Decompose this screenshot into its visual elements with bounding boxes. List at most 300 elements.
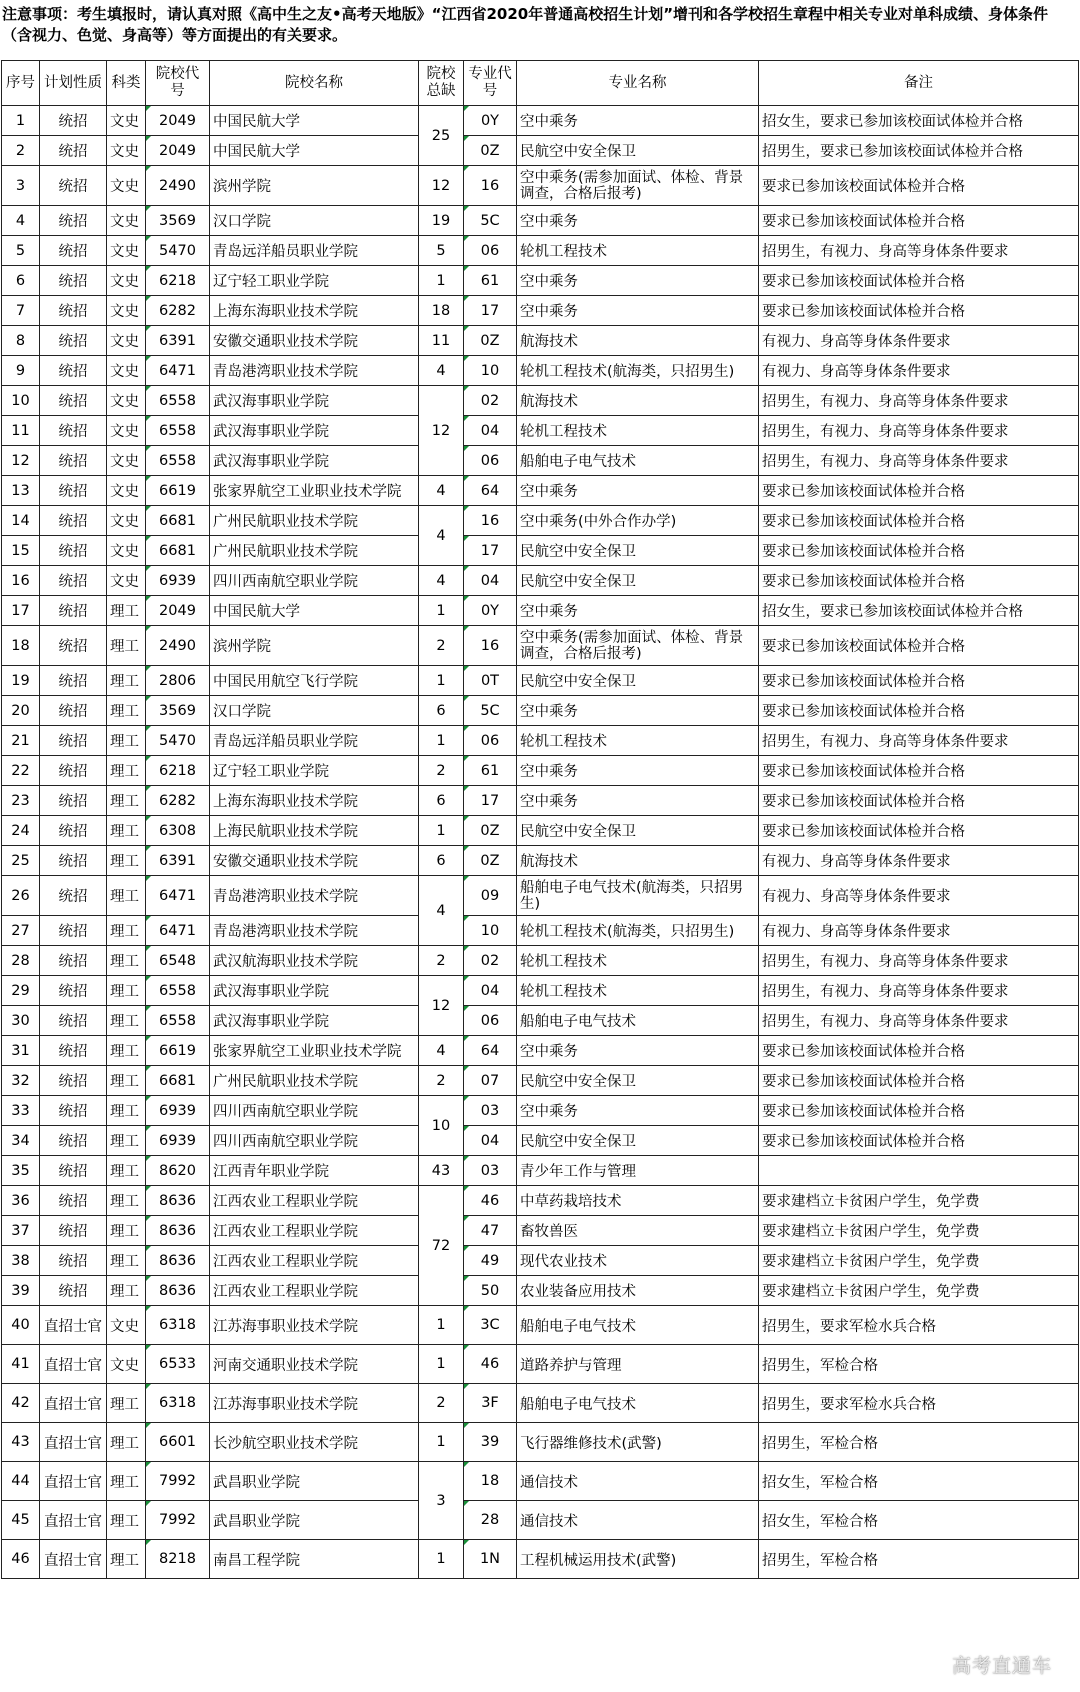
cell-school-total: 2 [419,946,464,976]
cell-school-code: 2806 [146,666,210,696]
table-row [2,1006,1079,1036]
cell-remark: 招男生，军检合格 [759,1423,1079,1462]
cell-major-name: 航海技术 [517,386,759,416]
cell-subject: 文史 [107,1306,146,1345]
cell-remark: 要求已参加该校面试体检并合格 [759,476,1079,506]
cell-subject: 文史 [107,356,146,386]
cell-school-total: 43 [419,1156,464,1186]
cell-school-code: 6939 [146,1096,210,1126]
cell-plan-type: 统招 [40,386,107,416]
cell-school-code: 6318 [146,1384,210,1423]
cell-major-code: 0Z [464,816,517,846]
table-row [2,326,1079,356]
cell-plan-type: 统招 [40,566,107,596]
cell-subject: 文史 [107,536,146,566]
cell-seq: 46 [2,1540,40,1579]
cell-subject: 文史 [107,206,146,236]
cell-subject: 理工 [107,1126,146,1156]
cell-remark: 招男生，要求军检水兵合格 [759,1384,1079,1423]
cell-remark: 招男生，军检合格 [759,1540,1079,1579]
cell-school-total: 11 [419,326,464,356]
cell-major-name: 空中乘务 [517,696,759,726]
cell-plan-type: 统招 [40,1246,107,1276]
cell-plan-type: 统招 [40,206,107,236]
table-row [2,1066,1079,1096]
cell-major-code: 3F [464,1384,517,1423]
cell-remark: 招男生，有视力、身高等身体条件要求 [759,976,1079,1006]
cell-plan-type: 直招士官 [40,1345,107,1384]
cell-major-code: 03 [464,1156,517,1186]
cell-school-name: 江西农业工程职业学院 [210,1246,419,1276]
table-row [2,1423,1079,1462]
cell-school-total: 1 [419,1345,464,1384]
cell-major-name: 船舶电子电气技术 [517,446,759,476]
cell-remark: 招男生，有视力、身高等身体条件要求 [759,1006,1079,1036]
cell-seq: 18 [2,626,40,666]
cell-major-name: 空中乘务 [517,206,759,236]
cell-major-name: 船舶电子电气技术 [517,1006,759,1036]
cell-remark: 招女生，军检合格 [759,1462,1079,1501]
header-seq: 序号 [2,61,40,106]
cell-subject: 文史 [107,446,146,476]
cell-plan-type: 统招 [40,326,107,356]
cell-major-name: 轮机工程技术 [517,416,759,446]
cell-seq: 23 [2,786,40,816]
cell-major-name: 航海技术 [517,326,759,356]
cell-remark: 有视力、身高等身体条件要求 [759,916,1079,946]
table-row [2,916,1079,946]
cell-plan-type: 统招 [40,1066,107,1096]
header-school-total: 院校总缺 [419,61,464,106]
cell-subject: 理工 [107,1276,146,1306]
cell-school-name: 安徽交通职业技术学院 [210,846,419,876]
table-row [2,1462,1079,1501]
cell-seq: 45 [2,1501,40,1540]
admission-plan-table [1,60,1079,1579]
cell-remark: 要求已参加该校面试体检并合格 [759,1036,1079,1066]
cell-school-code: 6558 [146,416,210,446]
table-row [2,666,1079,696]
table-row [2,536,1079,566]
cell-major-code: 04 [464,416,517,446]
cell-major-name: 轮机工程技术 [517,726,759,756]
cell-major-name: 通信技术 [517,1462,759,1501]
cell-seq: 1 [2,106,40,136]
cell-major-code: 17 [464,296,517,326]
cell-plan-type: 统招 [40,596,107,626]
cell-school-name: 武汉航海职业技术学院 [210,946,419,976]
cell-subject: 理工 [107,876,146,916]
cell-plan-type: 统招 [40,726,107,756]
cell-major-name: 飞行器维修技术(武警) [517,1423,759,1462]
cell-school-code: 6308 [146,816,210,846]
cell-remark: 有视力、身高等身体条件要求 [759,356,1079,386]
cell-major-name: 工程机械运用技术(武警) [517,1540,759,1579]
cell-subject: 理工 [107,916,146,946]
cell-remark: 要求已参加该校面试体检并合格 [759,506,1079,536]
cell-remark: 要求已参加该校面试体检并合格 [759,536,1079,566]
cell-subject: 理工 [107,596,146,626]
cell-school-name: 江西农业工程职业学院 [210,1276,419,1306]
cell-major-code: 61 [464,756,517,786]
table-row [2,476,1079,506]
cell-major-name: 现代农业技术 [517,1246,759,1276]
cell-school-name: 上海东海职业技术学院 [210,296,419,326]
cell-school-name: 辽宁轻工职业学院 [210,756,419,786]
cell-school-code: 6939 [146,1126,210,1156]
cell-school-code: 6471 [146,916,210,946]
cell-plan-type: 统招 [40,166,107,206]
cell-major-code: 06 [464,236,517,266]
cell-major-name: 民航空中安全保卫 [517,1126,759,1156]
cell-major-name: 农业装备应用技术 [517,1276,759,1306]
table-row [2,976,1079,1006]
cell-seq: 19 [2,666,40,696]
cell-school-total: 1 [419,816,464,846]
cell-school-name: 江苏海事职业技术学院 [210,1306,419,1345]
cell-remark: 要求已参加该校面试体检并合格 [759,1126,1079,1156]
cell-school-total: 6 [419,846,464,876]
cell-school-code: 6558 [146,446,210,476]
cell-subject: 理工 [107,1540,146,1579]
cell-school-name: 广州民航职业技术学院 [210,1066,419,1096]
cell-major-name: 空中乘务 [517,596,759,626]
cell-remark: 要求建档立卡贫困户学生，免学费 [759,1216,1079,1246]
cell-subject: 理工 [107,1066,146,1096]
cell-plan-type: 统招 [40,136,107,166]
cell-subject: 理工 [107,816,146,846]
cell-school-name: 南昌工程学院 [210,1540,419,1579]
cell-subject: 理工 [107,1216,146,1246]
cell-school-code: 7992 [146,1462,210,1501]
cell-school-code: 5470 [146,726,210,756]
cell-remark: 有视力、身高等身体条件要求 [759,846,1079,876]
table-row [2,446,1079,476]
cell-subject: 文史 [107,1345,146,1384]
cell-subject: 文史 [107,236,146,266]
cell-remark: 要求建档立卡贫困户学生，免学费 [759,1276,1079,1306]
cell-remark: 要求已参加该校面试体检并合格 [759,786,1079,816]
cell-school-total: 3 [419,1462,464,1540]
cell-subject: 理工 [107,846,146,876]
table-row [2,236,1079,266]
cell-remark: 招男生，有视力、身高等身体条件要求 [759,236,1079,266]
cell-school-name: 上海民航职业技术学院 [210,816,419,846]
cell-plan-type: 统招 [40,106,107,136]
cell-school-code: 5470 [146,236,210,266]
cell-plan-type: 统招 [40,266,107,296]
cell-school-total: 5 [419,236,464,266]
cell-remark: 招男生，军检合格 [759,1345,1079,1384]
table-row [2,876,1079,916]
table-row [2,266,1079,296]
cell-school-code: 8636 [146,1216,210,1246]
cell-school-name: 四川西南航空职业学院 [210,566,419,596]
table-row [2,136,1079,166]
cell-major-name: 青少年工作与管理 [517,1156,759,1186]
cell-remark: 招女生，军检合格 [759,1501,1079,1540]
cell-school-name: 武汉海事职业学院 [210,446,419,476]
cell-school-name: 江苏海事职业技术学院 [210,1384,419,1423]
table-row [2,506,1079,536]
cell-school-code: 6681 [146,506,210,536]
cell-major-code: 06 [464,446,517,476]
table-row [2,1156,1079,1186]
cell-seq: 35 [2,1156,40,1186]
cell-seq: 10 [2,386,40,416]
cell-major-code: 02 [464,386,517,416]
cell-major-name: 空中乘务 [517,476,759,506]
cell-seq: 34 [2,1126,40,1156]
cell-subject: 理工 [107,1423,146,1462]
cell-plan-type: 统招 [40,846,107,876]
cell-subject: 文史 [107,136,146,166]
table-row [2,1216,1079,1246]
cell-school-total: 2 [419,1066,464,1096]
cell-school-total: 1 [419,1306,464,1345]
cell-school-total: 1 [419,1423,464,1462]
cell-plan-type: 统招 [40,296,107,326]
cell-remark: 招男生，要求军检水兵合格 [759,1306,1079,1345]
cell-school-code: 6218 [146,266,210,296]
cell-school-total: 4 [419,476,464,506]
cell-seq: 43 [2,1423,40,1462]
cell-plan-type: 统招 [40,976,107,1006]
cell-school-code: 6218 [146,756,210,786]
cell-plan-type: 统招 [40,1126,107,1156]
cell-seq: 15 [2,536,40,566]
cell-major-code: 46 [464,1186,517,1216]
cell-remark: 要求已参加该校面试体检并合格 [759,206,1079,236]
cell-plan-type: 统招 [40,1156,107,1186]
table-row [2,726,1079,756]
cell-major-name: 通信技术 [517,1501,759,1540]
cell-seq: 39 [2,1276,40,1306]
cell-school-name: 中国民航大学 [210,136,419,166]
cell-school-name: 武汉海事职业学院 [210,976,419,1006]
cell-remark: 招女生，要求已参加该校面试体检并合格 [759,106,1079,136]
cell-remark: 要求已参加该校面试体检并合格 [759,296,1079,326]
cell-major-code: 18 [464,1462,517,1501]
cell-subject: 理工 [107,1096,146,1126]
table-row [2,1186,1079,1216]
cell-seq: 12 [2,446,40,476]
cell-plan-type: 统招 [40,1006,107,1036]
cell-major-code: 64 [464,476,517,506]
cell-subject: 理工 [107,786,146,816]
cell-seq: 28 [2,946,40,976]
cell-major-name: 民航空中安全保卫 [517,666,759,696]
cell-seq: 13 [2,476,40,506]
cell-school-code: 6939 [146,566,210,596]
cell-school-code: 6533 [146,1345,210,1384]
cell-school-name: 辽宁轻工职业学院 [210,266,419,296]
cell-seq: 3 [2,166,40,206]
cell-major-code: 04 [464,1126,517,1156]
cell-subject: 文史 [107,566,146,596]
cell-subject: 理工 [107,626,146,666]
cell-plan-type: 统招 [40,236,107,266]
cell-seq: 17 [2,596,40,626]
table-row [2,1096,1079,1126]
table-row [2,626,1079,666]
cell-school-total: 4 [419,506,464,566]
cell-school-name: 青岛远洋船员职业学院 [210,236,419,266]
cell-major-code: 16 [464,506,517,536]
cell-seq: 30 [2,1006,40,1036]
table-row [2,756,1079,786]
cell-subject: 理工 [107,1246,146,1276]
cell-school-code: 8636 [146,1186,210,1216]
cell-seq: 9 [2,356,40,386]
cell-major-name: 航海技术 [517,846,759,876]
cell-major-code: 16 [464,626,517,666]
cell-remark [759,1156,1079,1186]
cell-school-name: 河南交通职业技术学院 [210,1345,419,1384]
cell-seq: 32 [2,1066,40,1096]
cell-school-name: 中国民用航空飞行学院 [210,666,419,696]
cell-subject: 文史 [107,506,146,536]
cell-seq: 33 [2,1096,40,1126]
cell-major-code: 06 [464,1006,517,1036]
cell-major-name: 空中乘务 [517,1096,759,1126]
header-major-code: 专业代号 [464,61,517,106]
cell-school-name: 中国民航大学 [210,106,419,136]
cell-remark: 要求已参加该校面试体检并合格 [759,266,1079,296]
cell-major-code: 3C [464,1306,517,1345]
cell-plan-type: 直招士官 [40,1501,107,1540]
cell-seq: 24 [2,816,40,846]
cell-remark: 招男生，有视力、身高等身体条件要求 [759,946,1079,976]
cell-seq: 29 [2,976,40,1006]
cell-remark: 有视力、身高等身体条件要求 [759,876,1079,916]
cell-plan-type: 统招 [40,356,107,386]
cell-remark: 要求已参加该校面试体检并合格 [759,816,1079,846]
cell-school-name: 滨州学院 [210,626,419,666]
cell-seq: 41 [2,1345,40,1384]
cell-school-code: 2049 [146,136,210,166]
cell-school-name: 青岛港湾职业技术学院 [210,916,419,946]
cell-remark: 要求已参加该校面试体检并合格 [759,666,1079,696]
cell-remark: 要求已参加该校面试体检并合格 [759,166,1079,206]
cell-school-code: 2490 [146,626,210,666]
cell-remark: 招男生，有视力、身高等身体条件要求 [759,726,1079,756]
cell-major-code: 61 [464,266,517,296]
cell-major-name: 空中乘务(中外合作办学) [517,506,759,536]
cell-major-name: 轮机工程技术 [517,976,759,1006]
cell-school-code: 2049 [146,596,210,626]
cell-plan-type: 统招 [40,1186,107,1216]
cell-plan-type: 统招 [40,626,107,666]
cell-major-name: 轮机工程技术 [517,236,759,266]
cell-school-total: 1 [419,596,464,626]
cell-school-name: 上海东海职业技术学院 [210,786,419,816]
cell-subject: 理工 [107,1006,146,1036]
cell-seq: 16 [2,566,40,596]
cell-major-code: 04 [464,566,517,596]
table-row [2,1036,1079,1066]
cell-school-total: 12 [419,976,464,1036]
cell-seq: 25 [2,846,40,876]
table-row [2,166,1079,206]
cell-seq: 14 [2,506,40,536]
cell-plan-type: 统招 [40,1276,107,1306]
cell-major-code: 49 [464,1246,517,1276]
cell-major-name: 中草药栽培技术 [517,1186,759,1216]
table-row [2,1126,1079,1156]
cell-major-name: 船舶电子电气技术 [517,1384,759,1423]
watermark: 高考直通车 [951,1655,1052,1677]
cell-school-code: 6391 [146,326,210,356]
cell-seq: 22 [2,756,40,786]
table-row [2,946,1079,976]
cell-major-name: 民航空中安全保卫 [517,1066,759,1096]
cell-school-name: 青岛港湾职业技术学院 [210,356,419,386]
cell-school-name: 广州民航职业技术学院 [210,536,419,566]
cell-plan-type: 统招 [40,476,107,506]
cell-major-code: 06 [464,726,517,756]
cell-school-name: 武昌职业学院 [210,1501,419,1540]
cell-seq: 36 [2,1186,40,1216]
table-row [2,206,1079,236]
cell-subject: 文史 [107,106,146,136]
cell-major-name: 空中乘务 [517,266,759,296]
cell-plan-type: 直招士官 [40,1423,107,1462]
cell-school-code: 2490 [146,166,210,206]
cell-subject: 文史 [107,266,146,296]
cell-major-code: 64 [464,1036,517,1066]
cell-seq: 31 [2,1036,40,1066]
table-row [2,1501,1079,1540]
cell-remark: 招男生，有视力、身高等身体条件要求 [759,446,1079,476]
cell-major-code: 0T [464,666,517,696]
cell-major-name: 船舶电子电气技术 [517,1306,759,1345]
cell-plan-type: 统招 [40,916,107,946]
cell-school-name: 武昌职业学院 [210,1462,419,1501]
table-row [2,596,1079,626]
cell-major-name: 空中乘务 [517,756,759,786]
table-row [2,1246,1079,1276]
cell-seq: 20 [2,696,40,726]
cell-school-name: 张家界航空工业职业技术学院 [210,1036,419,1066]
notice-text: 注意事项：考生填报时，请认真对照《高中生之友•高考天地版》“江西省2020年普通高校招生计划”增刊和各学校招生章程中相关专业对单科成绩、身体条件（含视力、色觉、身高等）等方面提出的有关要求。 [2,5,1049,44]
cell-school-code: 6558 [146,1006,210,1036]
cell-seq: 5 [2,236,40,266]
cell-subject: 理工 [107,1501,146,1540]
table-row [2,296,1079,326]
cell-plan-type: 统招 [40,1036,107,1066]
cell-major-name: 民航空中安全保卫 [517,136,759,166]
cell-major-name: 船舶电子电气技术(航海类，只招男生) [517,876,759,916]
cell-major-name: 轮机工程技术(航海类，只招男生) [517,916,759,946]
cell-seq: 26 [2,876,40,916]
cell-school-total: 2 [419,1384,464,1423]
cell-remark: 招女生，要求已参加该校面试体检并合格 [759,596,1079,626]
cell-remark: 要求建档立卡贫困户学生，免学费 [759,1246,1079,1276]
cell-school-total: 1 [419,266,464,296]
cell-school-name: 青岛远洋船员职业学院 [210,726,419,756]
table-row [2,386,1079,416]
cell-subject: 文史 [107,326,146,356]
cell-school-total: 12 [419,166,464,206]
cell-subject: 理工 [107,1384,146,1423]
cell-major-name: 空中乘务 [517,296,759,326]
cell-school-total: 4 [419,356,464,386]
cell-seq: 44 [2,1462,40,1501]
cell-subject: 文史 [107,476,146,506]
header-school-name: 院校名称 [210,61,419,106]
cell-school-code: 2049 [146,106,210,136]
